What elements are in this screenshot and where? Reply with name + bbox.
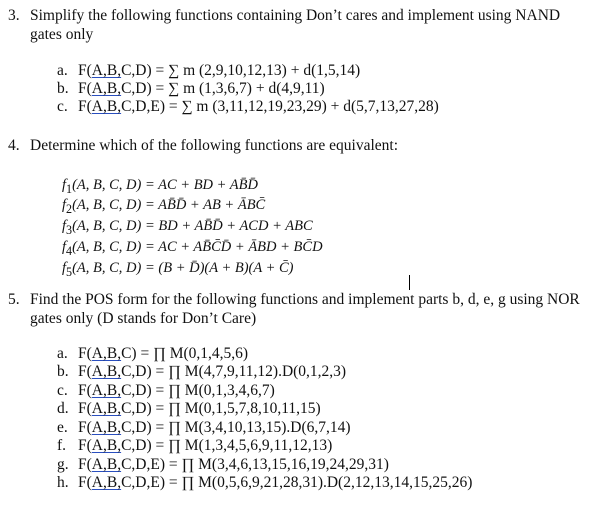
q5-item-e-letter: e.	[57, 419, 68, 436]
q3-item-c-letter: c.	[57, 98, 68, 115]
q5-item-f: F(A,B,C,D) = ∏ M(1,3,4,5,6,9,11,12,13)	[78, 437, 333, 454]
q5-item-f-letter: f.	[57, 437, 67, 454]
q5-item-c-letter: c.	[57, 382, 68, 399]
q5-item-g-letter: g.	[57, 456, 69, 473]
function-f1-expression: AC + BD + AB̄D̄	[158, 177, 258, 193]
q5-item-d: F(A,B,C,D) = ∏ M(0,1,5,7,8,10,11,15)	[78, 400, 321, 417]
q3-item-b-letter: b.	[57, 80, 69, 97]
function-f4-expression: AC + AB̄C̄D̄ + ĀBD + BC̄D	[158, 239, 323, 255]
q3-number: 3.	[8, 7, 20, 24]
q4-text: Determine which of the following functions are equivalent:	[30, 137, 399, 154]
function-f2: $f_2(A$, B, C, D) = AB̄D̄ + AB + ĀBC̄	[62, 197, 266, 216]
function-f4: $f_4(A$, B, C, D) = AC + AB̄C̄D̄ + ĀBD + BC̄D	[62, 239, 323, 258]
q4-number: 4.	[8, 137, 20, 154]
function-f3: $f_3(A$, B, C, D) = BD + AB̄D̄ + ACD + ABC	[62, 218, 313, 237]
q5-item-e: F(A,B,C,D) = ∏ M(3,4,10,13,15).D(6,7,14)	[78, 419, 351, 436]
q3-item-a: F(A,B,C,D) = ∑ m (2,9,10,12,13) + d(1,5,14)	[78, 62, 361, 79]
q5-item-c: F(A,B,C,D) = ∏ M(0,1,3,4,6,7)	[78, 382, 275, 399]
q5-item-b-letter: b.	[57, 363, 69, 380]
function-f5: $f_5(A$, B, C, D) = (B + D̄)(A + B)(A + C̄)	[62, 260, 294, 279]
q3-text-line1: Simplify the following functions containing Don’t cares and implement using NAND	[30, 7, 561, 24]
q5-number: 5.	[8, 291, 20, 308]
q5-item-g: F(A,B,C,D,E) = ∏ M(3,4,6,13,15,16,19,24,29,31)	[78, 456, 389, 473]
q5-item-d-letter: d.	[57, 400, 69, 417]
q5-item-a-letter: a.	[57, 345, 68, 362]
text-cursor	[409, 275, 410, 290]
q3-text-line2: gates only	[30, 26, 94, 43]
q3-item-b: F(A,B,C,D) = ∑ m (1,3,6,7) + d(4,9,11)	[78, 80, 325, 97]
q5-item-h-letter: h.	[57, 474, 69, 491]
function-f3-expression: BD + AB̄D̄ + ACD + ABC	[158, 218, 313, 234]
function-f1: $f_1(A$, B, C, D) = AC + BD + AB̄D̄	[62, 177, 258, 196]
q5-text-line1: Find the POS form for the following functions and implement parts b, d, e, g using NOR	[30, 291, 580, 308]
q5-item-a: F(A,B,C) = ∏ M(0,1,4,5,6)	[78, 345, 249, 362]
q5-item-b: F(A,B,C,D) = ∏ M(4,7,9,11,12).D(0,1,2,3)	[78, 363, 347, 380]
function-f2-expression: AB̄D̄ + AB + ĀBC̄	[158, 197, 266, 213]
q5-item-h: F(A,B,C,D,E) = ∏ M(0,5,6,9,21,28,31).D(2,12,13,14,15,25,26)	[78, 474, 473, 491]
q3-item-a-letter: a.	[57, 62, 68, 79]
q5-text-line2: gates only (D stands for Don’t Care)	[30, 310, 257, 327]
q3-item-c: F(A,B,C,D,E) = ∑ m (3,11,12,19,23,29) + d(5,7,13,27,28)	[78, 98, 439, 115]
function-f5-expression: (B + D̄)(A + B)(A + C̄)	[158, 260, 294, 276]
